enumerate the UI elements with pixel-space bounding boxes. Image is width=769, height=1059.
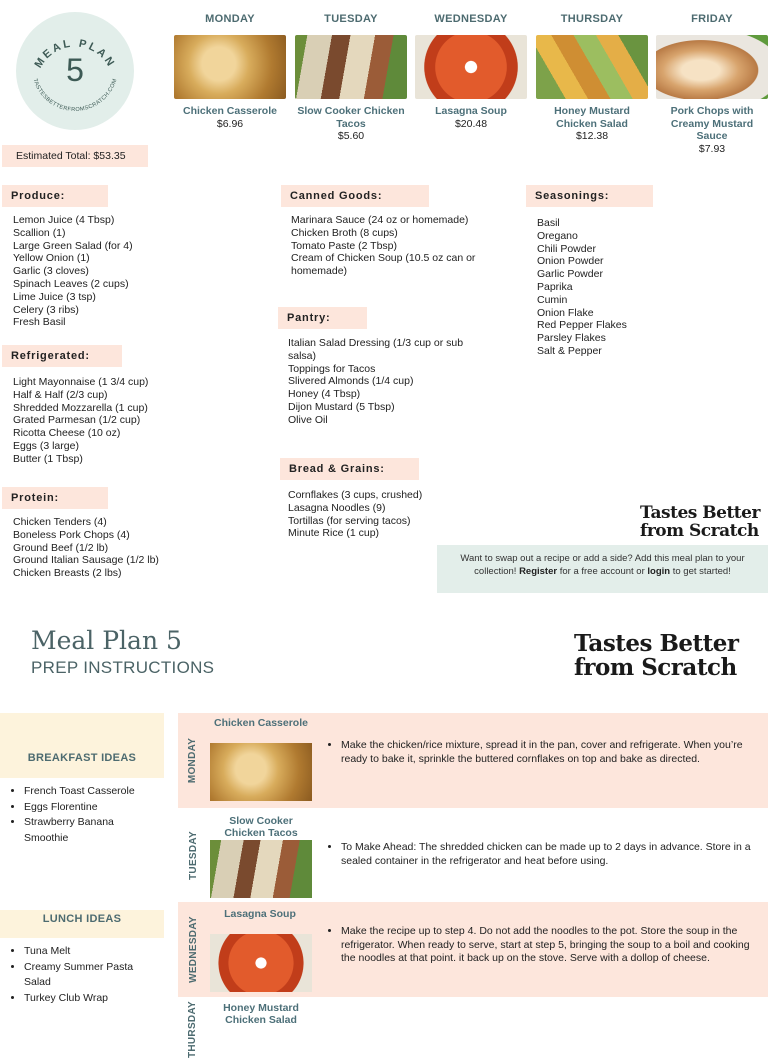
logo-line-1: Tastes Better (574, 630, 739, 657)
section-heading-refrigerated: Refrigerated: (2, 345, 122, 367)
grocery-item: Onion Flake (537, 306, 594, 319)
logo-line-2: from Scratch (574, 654, 737, 681)
recipe-link[interactable]: Slow Cooker Chicken Tacos (297, 105, 405, 130)
prep-row-thursday (178, 999, 768, 1058)
prep-page-subtitle: PREP INSTRUCTIONS (31, 658, 215, 677)
logo-line-2: from Scratch (640, 521, 759, 541)
grocery-item: Ground Beef (1/2 lb) (13, 541, 109, 554)
day-name: FRIDAY (691, 13, 733, 25)
grocery-item: Tomato Paste (2 Tbsp) (291, 239, 398, 252)
recipe-price: $12.38 (575, 130, 609, 142)
pork-chops-photo[interactable] (656, 35, 768, 99)
section-heading-bread-grains: Bread & Grains: (280, 458, 419, 480)
recipe-price: $7.93 (698, 142, 726, 155)
grocery-item: Half & Half (2/3 cup) (13, 388, 108, 401)
grocery-item: Chicken Broth (8 cups) (291, 226, 398, 239)
day-column-wednesday (414, 10, 528, 131)
grocery-item: Basil (537, 217, 560, 229)
prep-day-label: THURSDAY (187, 1000, 199, 1058)
grocery-item: Grated Parmesan (1/2 cup) (13, 414, 141, 427)
lasagna-soup-photo[interactable] (415, 35, 527, 99)
grocery-item: Ricotta Cheese (10 oz) (13, 427, 121, 440)
grocery-item: Eggs (3 large) (13, 439, 79, 452)
chicken-tacos-photo[interactable] (295, 35, 407, 99)
grocery-item: Boneless Pork Chops (4) (13, 528, 130, 541)
prep-recipe-link[interactable]: Slow Cooker Chicken Tacos (224, 815, 298, 839)
grocery-item: Parsley Flakes (537, 332, 606, 345)
day-column-monday (173, 10, 287, 131)
grocery-item: Honey (4 Tbsp) (288, 388, 361, 401)
register-callout (437, 545, 768, 593)
grocery-item: Chili Powder (537, 242, 596, 255)
section-heading-produce: Produce: (2, 185, 108, 207)
grocery-item: Olive Oil (288, 413, 328, 426)
prep-day-label: MONDAY (187, 737, 199, 784)
grocery-item: Fresh Basil (13, 316, 66, 329)
grocery-item: Toppings for Tacos (288, 362, 376, 375)
prep-recipe-link[interactable]: Honey Mustard Chicken Salad (223, 1002, 299, 1026)
grocery-item: Chicken Breasts (2 lbs) (13, 567, 122, 580)
protein-list (13, 516, 183, 580)
day-name: THURSDAY (560, 13, 624, 25)
prep-instruction-text: • To Make Ahead: The shredded chicken can be made up to 2 days in advance. Store in a sealed container in the refrigerator and heat before using. (341, 841, 761, 868)
day-column-friday (655, 10, 769, 156)
breakfast-ideas-heading: BREAKFAST IDEAS (0, 752, 164, 772)
grocery-item: Garlic (3 cloves) (13, 265, 89, 278)
grocery-item: Scallion (1) (13, 226, 66, 239)
grocery-item: Lemon Juice (4 Tbsp) (13, 214, 115, 226)
meal-plan-badge (16, 12, 134, 130)
idea-item[interactable]: • Strawberry Banana Smoothie (24, 815, 156, 846)
grocery-item: Dijon Mustard (5 Tbsp) (288, 400, 395, 413)
idea-item[interactable]: • Eggs Florentine (24, 800, 156, 816)
register-text: Want to swap out a recipe or add a side? Add this meal plan to your collection! (460, 553, 745, 577)
prep-recipe-link[interactable]: Lasagna Soup (224, 908, 296, 920)
canned-goods-list (291, 214, 491, 278)
grocery-item: Red Pepper Flakes (537, 319, 627, 332)
prep-instruction (341, 925, 761, 966)
grocery-item: Garlic Powder (537, 268, 603, 281)
grocery-item: Shredded Mozzarella (1 cup) (13, 401, 148, 414)
register-text-middle: for a free account or (557, 565, 648, 577)
register-link[interactable]: Register (519, 565, 558, 577)
recipe-link[interactable]: Honey Mustard Chicken Salad (554, 105, 630, 130)
grocery-item: Yellow Onion (1) (13, 252, 90, 265)
produce-list (13, 214, 163, 329)
logo-line-1: Tastes Better (640, 503, 760, 523)
section-heading-pantry: Pantry: (278, 307, 367, 329)
bread-grains-list (288, 489, 488, 540)
grocery-item: Cumin (537, 293, 568, 306)
grocery-item: Lime Juice (3 tsp) (13, 290, 96, 303)
grocery-item: Tortillas (for serving tacos) (288, 514, 411, 527)
lunch-ideas-heading: LUNCH IDEAS (0, 913, 164, 933)
brand-logo-large (574, 632, 739, 679)
register-text-end: to get started! (670, 565, 731, 577)
grocery-item: Italian Salad Dressing (1/3 cup or sub salsa) (288, 337, 464, 362)
chicken-salad-photo[interactable] (536, 35, 648, 99)
recipe-link[interactable]: Pork Chops with Creamy Mustard Sauce (670, 105, 754, 142)
chicken-tacos-photo[interactable] (210, 840, 312, 898)
recipe-link[interactable]: Chicken Casserole (183, 105, 277, 117)
recipe-price: $5.60 (337, 130, 365, 142)
prep-instruction (341, 739, 761, 766)
grocery-item: Butter (1 Tbsp) (13, 452, 83, 465)
grocery-item: Light Mayonnaise (1 3/4 cup) (13, 376, 149, 388)
prep-row-tuesday (178, 810, 768, 900)
grocery-item: Minute Rice (1 cup) (288, 527, 380, 540)
grocery-item: Cream of Chicken Soup (10.5 oz can or homemade) (291, 252, 476, 278)
chicken-casserole-photo[interactable] (210, 743, 312, 801)
day-name: WEDNESDAY (434, 13, 508, 25)
grocery-item: Salt & Pepper (537, 344, 602, 357)
grocery-item: Spinach Leaves (2 cups) (13, 277, 129, 290)
refrigerated-list (13, 376, 173, 466)
day-column-thursday (535, 10, 649, 143)
brand-logo (640, 505, 760, 540)
badge-number: 5 (66, 52, 84, 88)
prep-row-wednesday (178, 902, 768, 997)
grocery-item: Slivered Almonds (1/4 cup) (288, 375, 414, 388)
recipe-link[interactable]: Lasagna Soup (435, 105, 507, 117)
lunch-ideas-list (0, 938, 164, 1024)
badge-title: MEAL PLAN (32, 37, 118, 71)
grocery-item: Celery (3 ribs) (13, 303, 79, 316)
grocery-item: Lasagna Noodles (9) (288, 501, 386, 514)
prep-instruction-text: • Make the recipe up to step 4. Do not add the noodles to the pot. Store the soup in the refrigerator. When ready to serve, start at step 5, bringing the soup to a boil and cooking the noodles at that point. it back up on the stove. Serve with a dollop of cheese. (341, 925, 761, 966)
day-name: TUESDAY (324, 13, 378, 25)
recipe-price: $20.48 (454, 117, 488, 130)
section-heading-seasonings: Seasonings: (526, 185, 653, 207)
grocery-item: Marinara Sauce (24 oz or homemade) (291, 214, 469, 226)
prep-day-label: WEDNESDAY (187, 916, 199, 983)
recipe-price: $6.96 (216, 117, 244, 130)
idea-item[interactable]: • Creamy Summer Pasta Salad (24, 960, 156, 991)
idea-item[interactable]: • Tuna Melt (24, 944, 156, 960)
day-column-tuesday (294, 10, 408, 143)
grocery-item: Large Green Salad (for 4) (13, 239, 133, 252)
section-heading-canned-goods: Canned Goods: (281, 185, 429, 207)
prep-row-monday (178, 713, 768, 808)
grocery-item: Oregano (537, 229, 578, 242)
estimated-total: Estimated Total: $53.35 (2, 145, 148, 167)
grocery-item: Onion Powder (537, 255, 604, 268)
lasagna-soup-photo[interactable] (210, 934, 312, 992)
prep-instruction (341, 841, 761, 868)
breakfast-ideas-list (0, 778, 164, 910)
prep-recipe-link[interactable]: Chicken Casserole (214, 717, 308, 729)
chicken-casserole-photo[interactable] (174, 35, 286, 99)
idea-item[interactable]: • French Toast Casserole (24, 784, 156, 800)
badge-website: TASTESBETTERFROMSCRATCH.COM (31, 77, 119, 114)
prep-page-title: Meal Plan 5 (31, 626, 182, 655)
prep-day-label: TUESDAY (187, 830, 199, 880)
grocery-item: Cornflakes (3 cups, crushed) (288, 489, 423, 501)
prep-instruction-text: • Make the chicken/rice mixture, spread it in the pan, cover and refrigerate. When you’re ready to bake it, sprinkle the buttered cornflakes on top and bake as directed. (341, 739, 761, 766)
login-link[interactable]: login (647, 565, 671, 577)
grocery-item: Chicken Tenders (4) (13, 516, 107, 528)
pantry-list (288, 337, 478, 427)
seasonings-list (537, 217, 687, 358)
day-name: MONDAY (205, 13, 255, 25)
grocery-item: Ground Italian Sausage (1/2 lb) (13, 554, 159, 567)
grocery-item: Paprika (537, 280, 573, 293)
section-heading-protein: Protein: (2, 487, 108, 509)
idea-item[interactable]: • Turkey Club Wrap (24, 991, 156, 1007)
